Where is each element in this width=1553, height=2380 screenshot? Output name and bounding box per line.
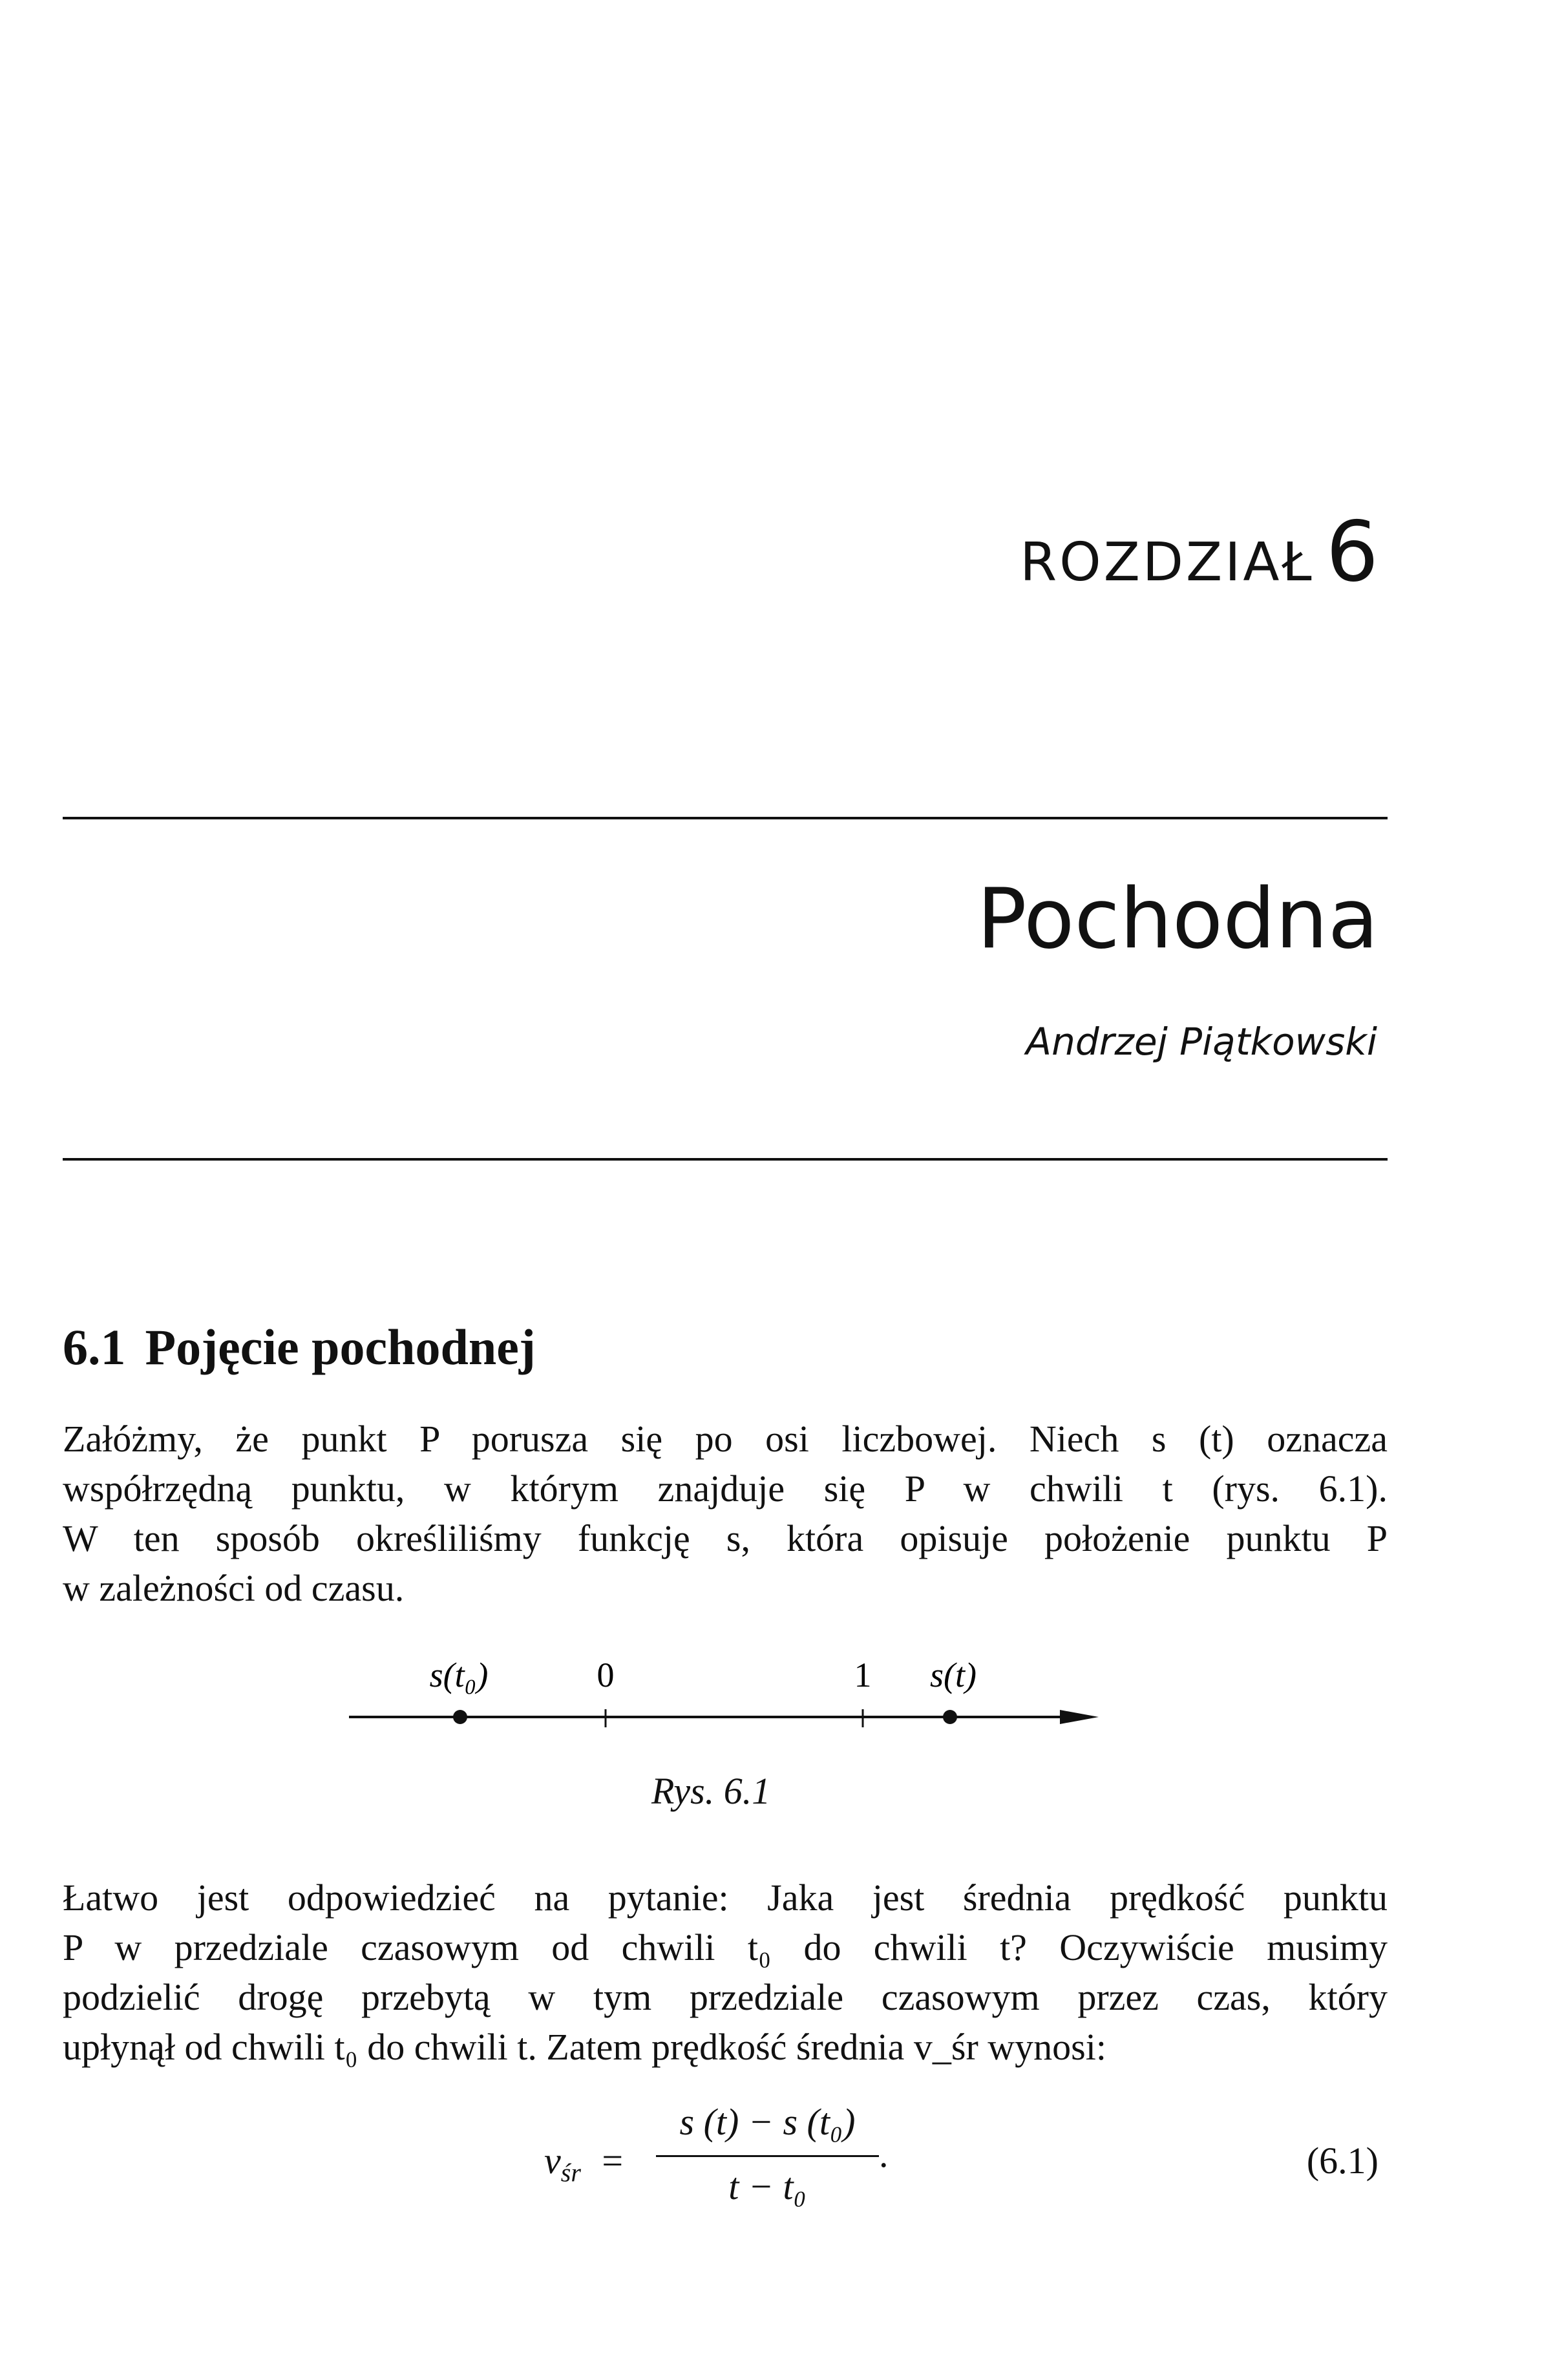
paragraph-line: Załóżmy, że punkt P porusza się po osi liczbowej. Niech s (t) oznacza bbox=[63, 1418, 1388, 1460]
fraction-bar bbox=[656, 2155, 879, 2157]
paragraph-line: podzielić drogę przebytą w tym przedziale czasowym przez czas, który bbox=[63, 1976, 1388, 2018]
equation-period: . bbox=[879, 2133, 889, 2175]
chapter-title: Pochodna bbox=[977, 871, 1379, 967]
label-zero: 0 bbox=[597, 1656, 615, 1694]
equation-numerator: s (t) − s (t₀) bbox=[679, 2101, 856, 2143]
point-s-t bbox=[943, 1710, 957, 1724]
chapter-label bbox=[1020, 504, 1379, 600]
number-line-figure bbox=[323, 1648, 1131, 1777]
paragraph-line: P w przedziale czasowym od chwili t₀ do chwili t? Oczywiście musimy bbox=[63, 1926, 1388, 1968]
chapter-author: Andrzej Piątkowski bbox=[1026, 1020, 1377, 1064]
section-heading bbox=[63, 1318, 536, 1376]
label-s-t: s(t) bbox=[930, 1656, 977, 1694]
equation-equals: = bbox=[602, 2140, 624, 2182]
equation-denominator: t − t₀ bbox=[728, 2165, 807, 2207]
paragraph-line: Łatwo jest odpowiedzieć na pytanie: Jaka jest średnia prędkość punktu bbox=[63, 1877, 1388, 1919]
equation-lhs bbox=[544, 2139, 623, 2188]
axis-arrowhead-icon bbox=[1060, 1710, 1099, 1724]
paragraph-2 bbox=[63, 1873, 1388, 2072]
label-one: 1 bbox=[854, 1656, 872, 1694]
section-number: 6.1 bbox=[63, 1319, 126, 1375]
equation-number: (6.1) bbox=[1306, 2140, 1379, 2182]
paragraph-line: upłynął od chwili t₀ do chwili t. Zatem prędkość średnia v_śr wynosi: bbox=[63, 2026, 1106, 2068]
equation-lhs-var: v bbox=[544, 2140, 561, 2182]
paragraph-1 bbox=[63, 1414, 1388, 1613]
paragraph-line: współrzędną punktu, w którym znajduje się P w chwili t (rys. 6.1). bbox=[63, 1468, 1388, 1510]
equation-lhs-sub: śr bbox=[560, 2158, 581, 2187]
point-s-t0 bbox=[453, 1710, 467, 1724]
bottom-divider bbox=[63, 1158, 1388, 1161]
section-title: Pojęcie pochodnej bbox=[145, 1319, 536, 1375]
label-s-t0: s(t₀) bbox=[429, 1656, 489, 1694]
paragraph-line: W ten sposób określiliśmy funkcję s, która opisuje położenie punktu P bbox=[63, 1517, 1388, 1559]
top-divider bbox=[63, 817, 1388, 819]
paragraph-line: w zależności od czasu. bbox=[63, 1567, 405, 1609]
chapter-label-text: ROZDZIAŁ bbox=[1020, 532, 1315, 593]
chapter-number: 6 bbox=[1326, 504, 1379, 600]
figure-caption: Rys. 6.1 bbox=[651, 1770, 771, 1812]
